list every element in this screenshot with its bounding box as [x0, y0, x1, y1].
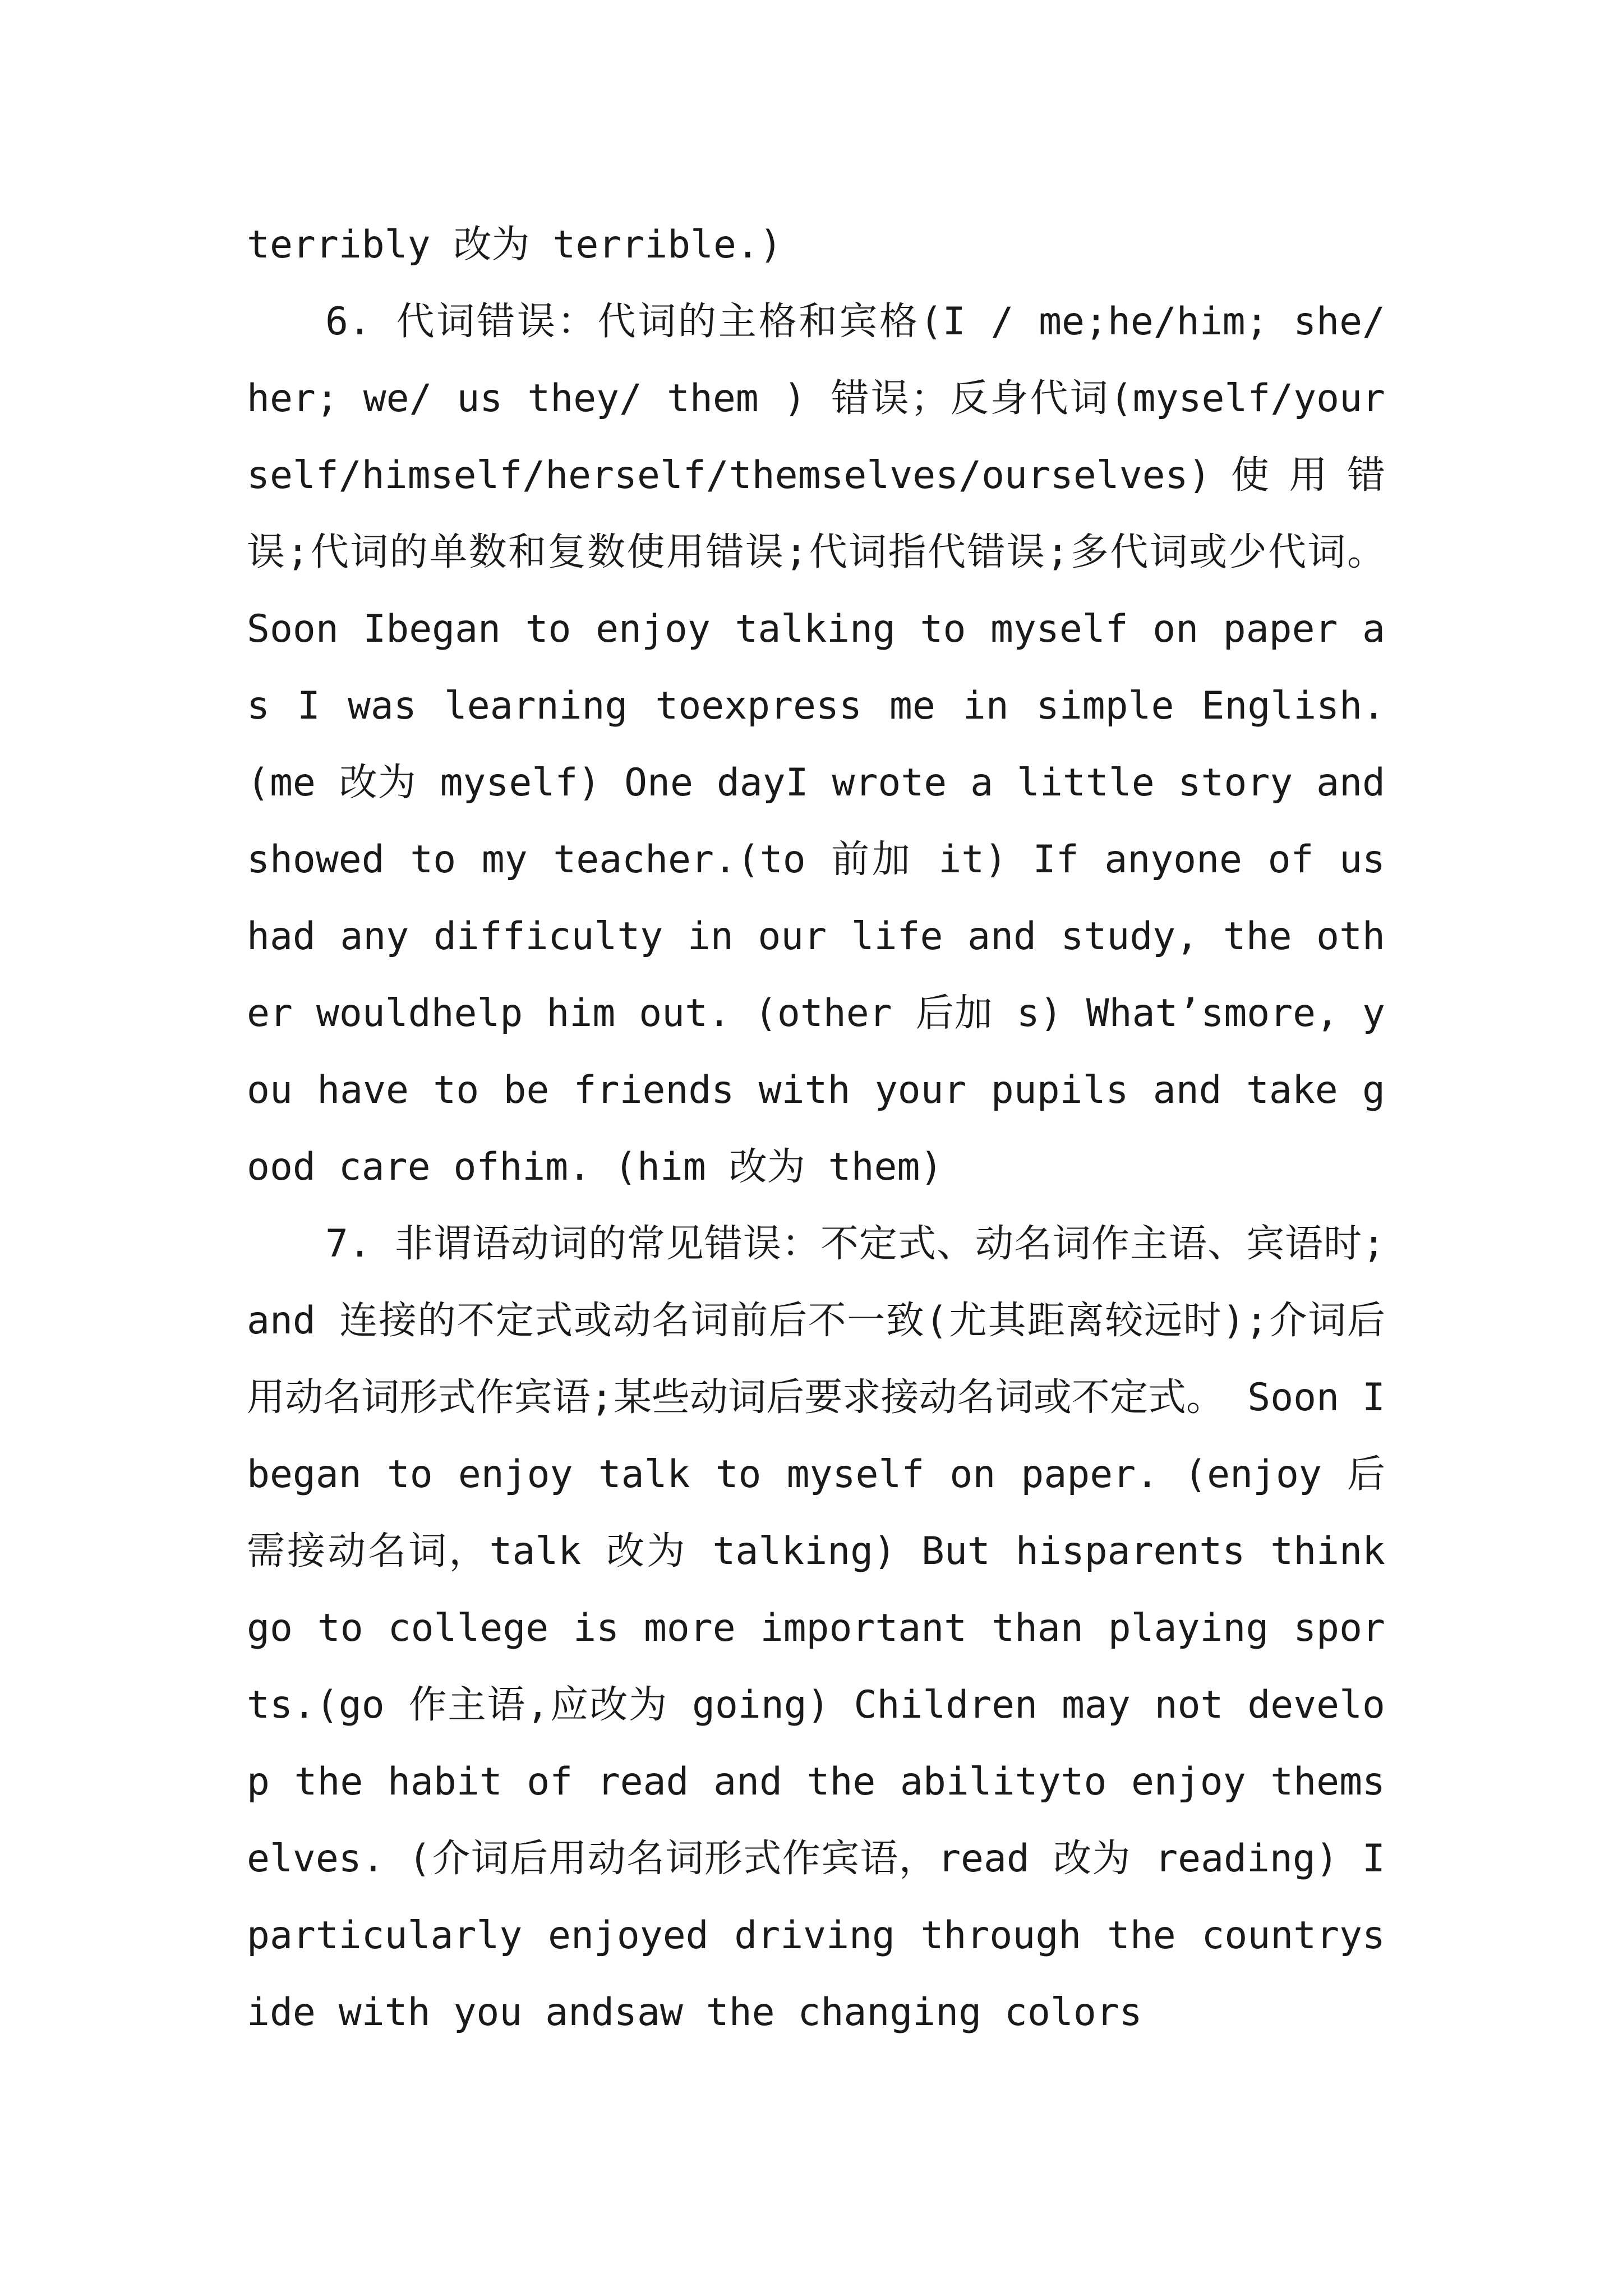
paragraph-item-7-nonfinite-verb-errors: 7. 非谓语动词的常见错误：不定式、动名词作主语、宾语时;and 连接的不定式或动名词前后不一致(尤其距离较远时);介词后用动名词形式作宾语;某些动词后要求接动名词或不定式。 Soon Ibegan to enjoy talk to myself on paper. (enjoy 后需接动名词，talk 改为 talking) But hisparents think go to college is more important than playing sports.(go 作主语,应改为 going) Children may not develop the habit of read and the abilityto enjoy themselves. (介词后用动名词形式作宾语，read 改为 reading) Iparticularly enjoyed driving through the countryside with you andsaw the changing colors: [247, 1222, 1385, 2035]
document-body: [247, 206, 1385, 2051]
paragraph-continuation: terribly 改为 terrible.): [247, 223, 782, 267]
paragraph-item-6-pronoun-errors: 6. 代词错误：代词的主格和宾格(I / me;he/him; she/ her; we/ us they/ them ) 错误；反身代词(myself/yourself/himself/herself/themselves/ourselves)使用错误;代词的单数和复数使用错误;代词指代错误;多代词或少代词。 Soon Ibegan to enjoy talking to myself on paper as I was learning toexpress me in simple English. (me 改为 myself) One dayI wrote a little story and showed to my teacher.(to 前加 it) If anyone of us had any difficulty in our life and study, the other wouldhelp him out. (other 后加 s) What’smore, you have to be friends with your pupils and take good care ofhim. (him 改为 them): [247, 300, 1385, 1189]
